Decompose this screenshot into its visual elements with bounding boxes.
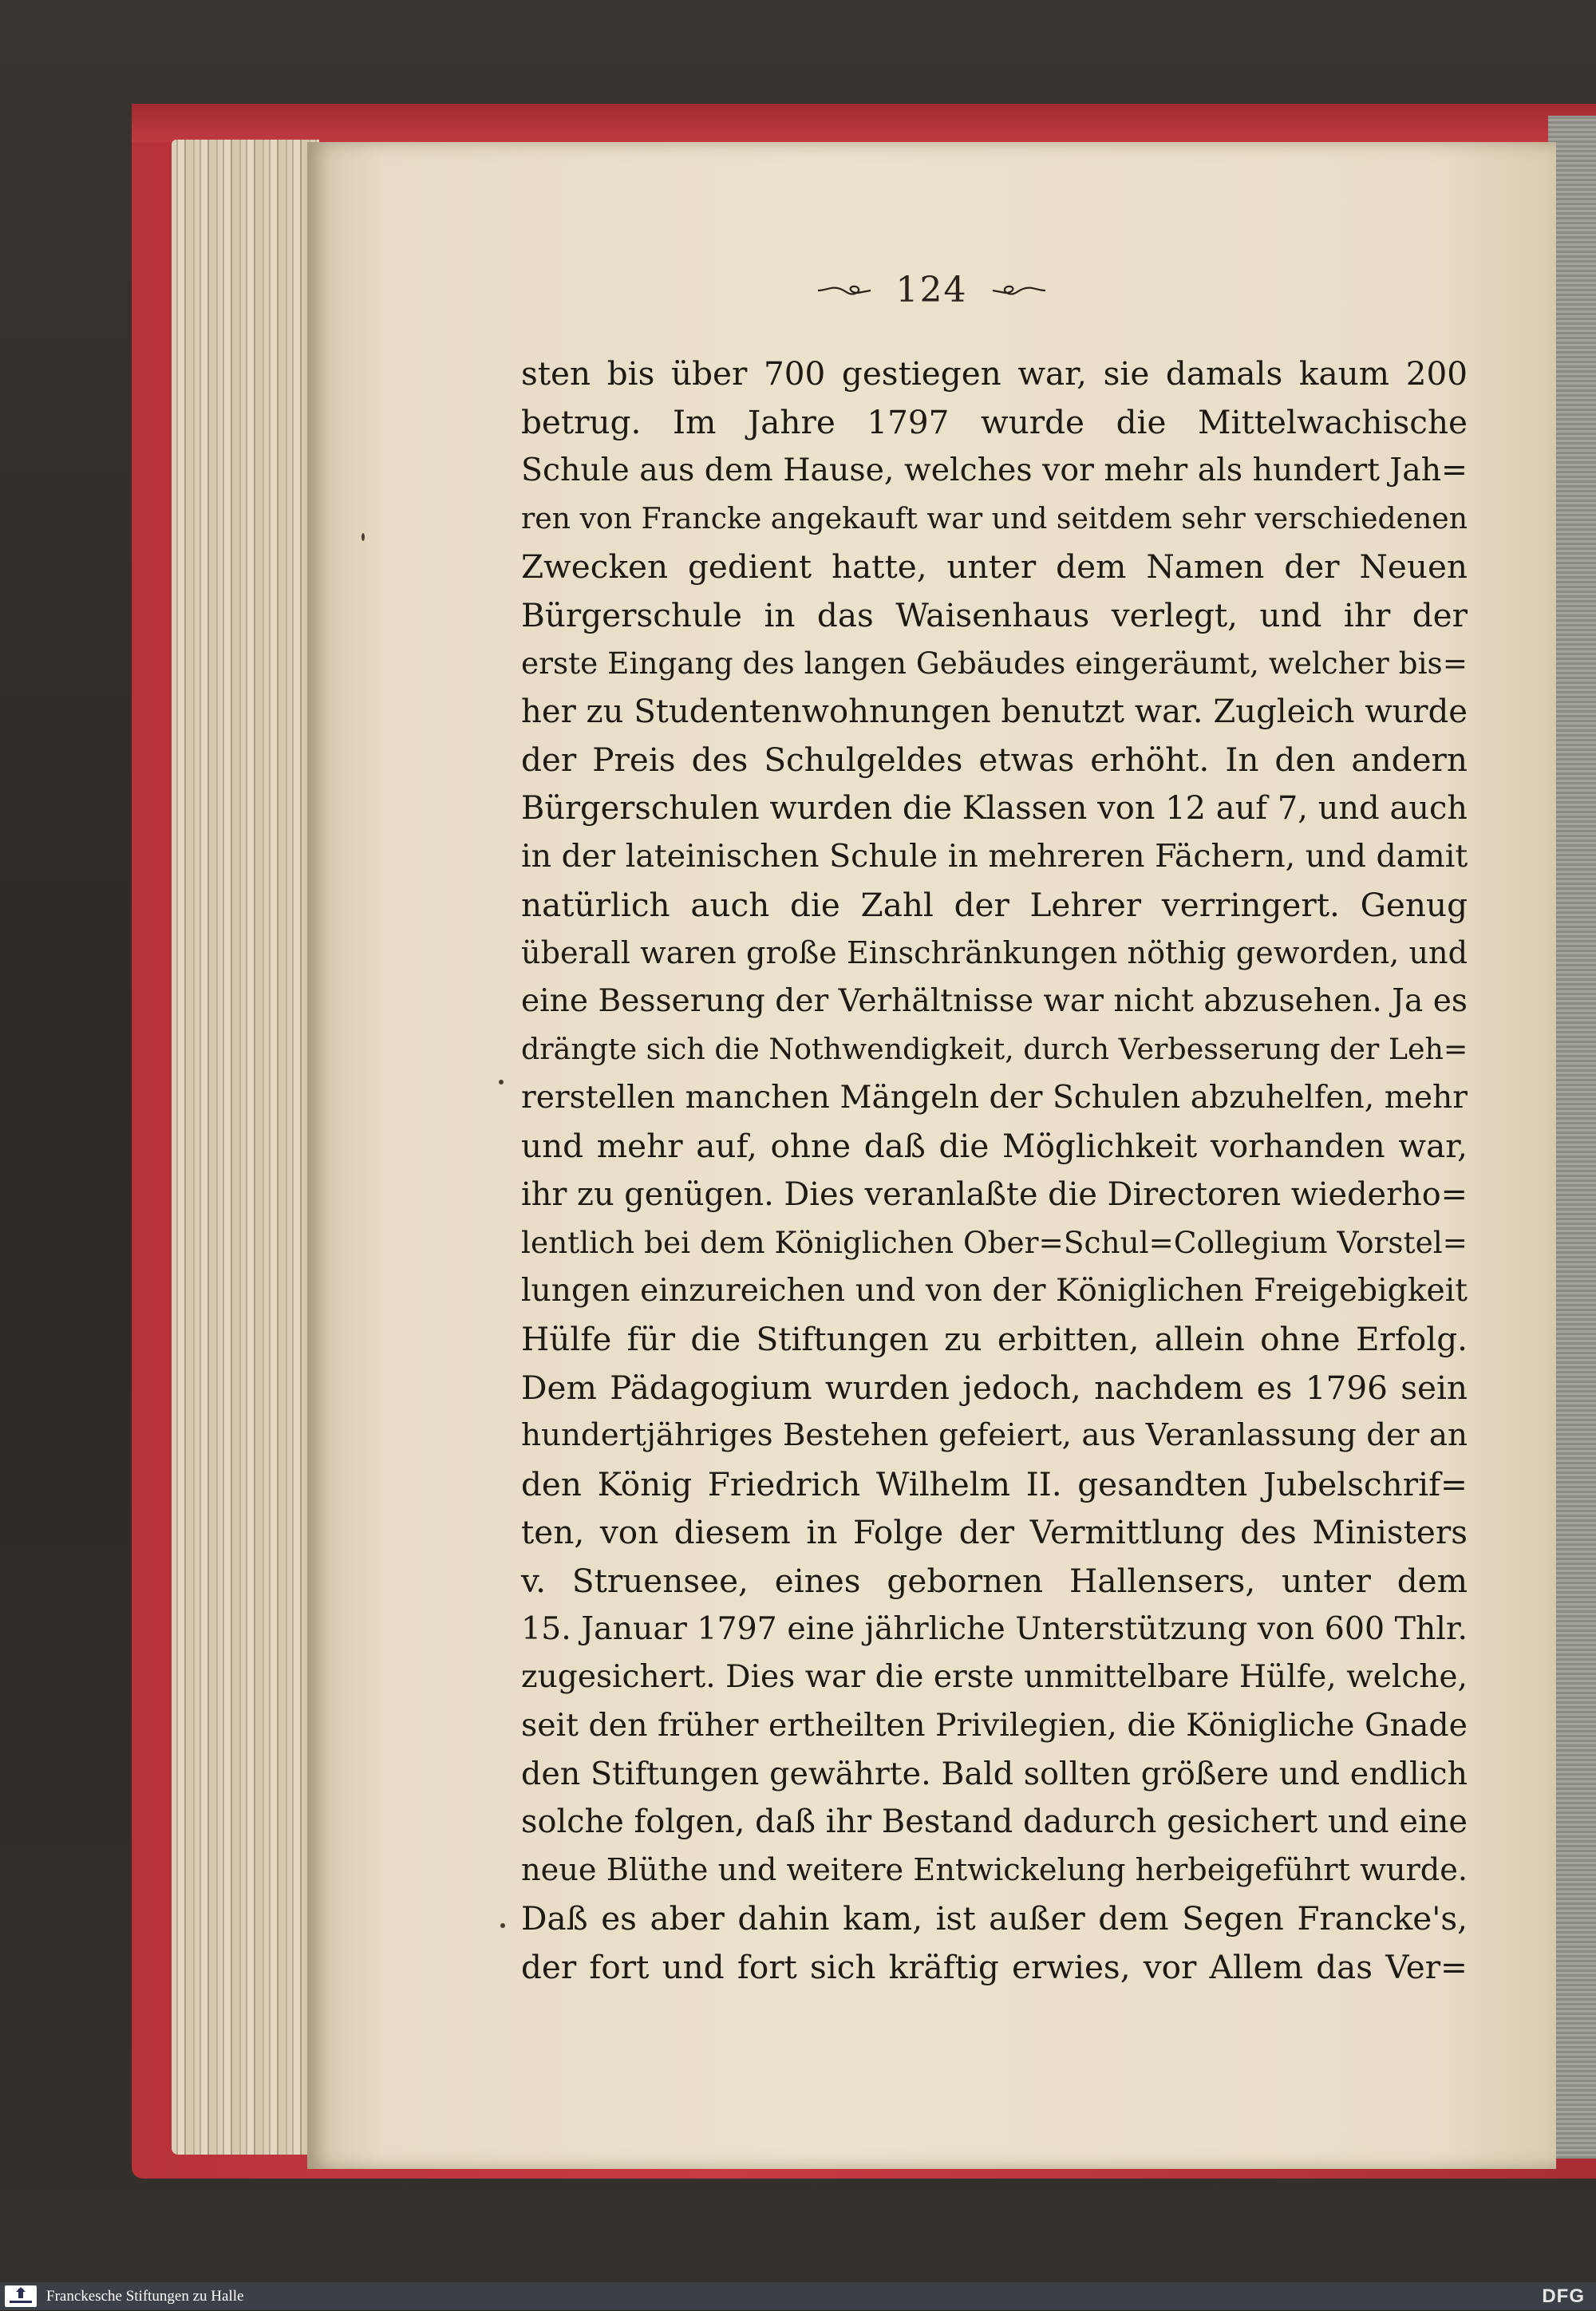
- text-line: Zwecken gedient hatte, unter dem Namen der Neuen: [521, 547, 1468, 586]
- page-header: [307, 270, 1556, 310]
- text-line: Schule aus dem Hause, welches vor mehr als hundert Jah=: [521, 452, 1468, 488]
- dfg-logo[interactable]: DFG: [1542, 2285, 1585, 2307]
- paper-speck: [499, 1080, 504, 1084]
- text-line: seit den früher ertheilten Privilegien, die Königliche Gnade: [521, 1707, 1468, 1744]
- text-line: den König Friedrich Wilhelm II. gesandten Jubelschrif=: [521, 1464, 1468, 1503]
- paper-speck: [500, 1923, 505, 1928]
- text-line: eine Besserung der Verhältnisse war nicht abzusehen. Ja es: [521, 982, 1468, 1019]
- text-line: neue Blüthe und weitere Entwickelung herbeigeführt wurde.: [521, 1851, 1468, 1888]
- text-line: Daß es aber dahin kam, ist außer dem Segen Francke's,: [521, 1899, 1468, 1938]
- text-line: rerstellen manchen Mängeln der Schulen abzuhelfen, mehr: [521, 1079, 1468, 1116]
- text-line: Bürgerschulen wurden die Klassen von 12 auf 7, und auch: [521, 789, 1468, 827]
- text-line: ten, von diesem in Folge der Vermittlung des Ministers: [521, 1513, 1468, 1551]
- text-line: sten bis über 700 gestiegen war, sie damals kaum 200: [521, 354, 1468, 393]
- book-cover-top-edge: [132, 104, 1596, 142]
- right-ornament-icon: [991, 282, 1047, 298]
- text-line: und mehr auf, ohne daß die Möglichkeit vorhanden war,: [521, 1127, 1468, 1165]
- text-line: der Preis des Schulgeldes etwas erhöht. In den andern: [521, 741, 1468, 779]
- paper-speck: [361, 533, 365, 541]
- page-number: 124: [895, 270, 968, 310]
- text-line: Bürgerschule in das Waisenhaus verlegt, und ihr der: [521, 595, 1468, 634]
- page-block-edges: [172, 140, 319, 2155]
- text-line: in der lateinischen Schule in mehreren Fächern, und damit: [521, 838, 1468, 875]
- text-line: drängte sich die Nothwendigkeit, durch Verbesserung der Leh=: [521, 1032, 1468, 1066]
- text-line: ren von Francke angekauft war und seitdem sehr verschiedenen: [521, 500, 1468, 535]
- text-line: hundertjähriges Bestehen gefeiert, aus Veranlassung der an: [521, 1417, 1468, 1453]
- text-line: Dem Pädagogium wurden jedoch, nachdem es 1796 sein: [521, 1368, 1468, 1407]
- text-line: überall waren große Einschränkungen nöthig geworden, und: [521, 935, 1468, 970]
- text-line: natürlich auch die Zahl der Lehrer verringert. Genug: [521, 885, 1468, 924]
- text-line: v. Struensee, eines gebornen Hallensers, unter dem: [521, 1561, 1468, 1600]
- institution-name[interactable]: Franckesche Stiftungen zu Halle: [46, 2288, 244, 2305]
- text-line: Hülfe für die Stiftungen zu erbitten, allein ohne Erfolg.: [521, 1320, 1468, 1358]
- text-line: 15. Januar 1797 eine jährliche Unterstützung von 600 Thlr.: [521, 1610, 1468, 1647]
- text-line: lungen einzureichen und von der Königlichen Freigebigkeit: [521, 1272, 1468, 1309]
- book-page: [307, 142, 1556, 2169]
- text-line: solche folgen, daß ihr Bestand dadurch gesichert und eine: [521, 1803, 1468, 1840]
- text-line: her zu Studentenwohnungen benutzt war. Zugleich wurde: [521, 693, 1468, 730]
- text-line: ihr zu genügen. Dies veranlaßte die Directoren wiederho=: [521, 1175, 1468, 1213]
- body-text: [521, 350, 1468, 1991]
- institution-logo-icon: [5, 2285, 37, 2307]
- left-ornament-icon: [816, 282, 872, 298]
- text-line: zugesichert. Dies war die erste unmittelbare Hülfe, welche,: [521, 1658, 1468, 1695]
- viewer-footer-bar: [0, 2282, 1596, 2310]
- text-line: erste Eingang des langen Gebäudes eingeräumt, welcher bis=: [521, 646, 1468, 681]
- text-line: den Stiftungen gewährte. Bald sollten größere und endlich: [521, 1755, 1468, 1792]
- text-line: lentlich bei dem Königlichen Ober=Schul=Collegium Vorstel=: [521, 1225, 1468, 1260]
- text-line: der fort und fort sich kräftig erwies, vor Allem das Ver=: [521, 1947, 1468, 1986]
- text-line: betrug. Im Jahre 1797 wurde die Mittelwachische: [521, 402, 1468, 441]
